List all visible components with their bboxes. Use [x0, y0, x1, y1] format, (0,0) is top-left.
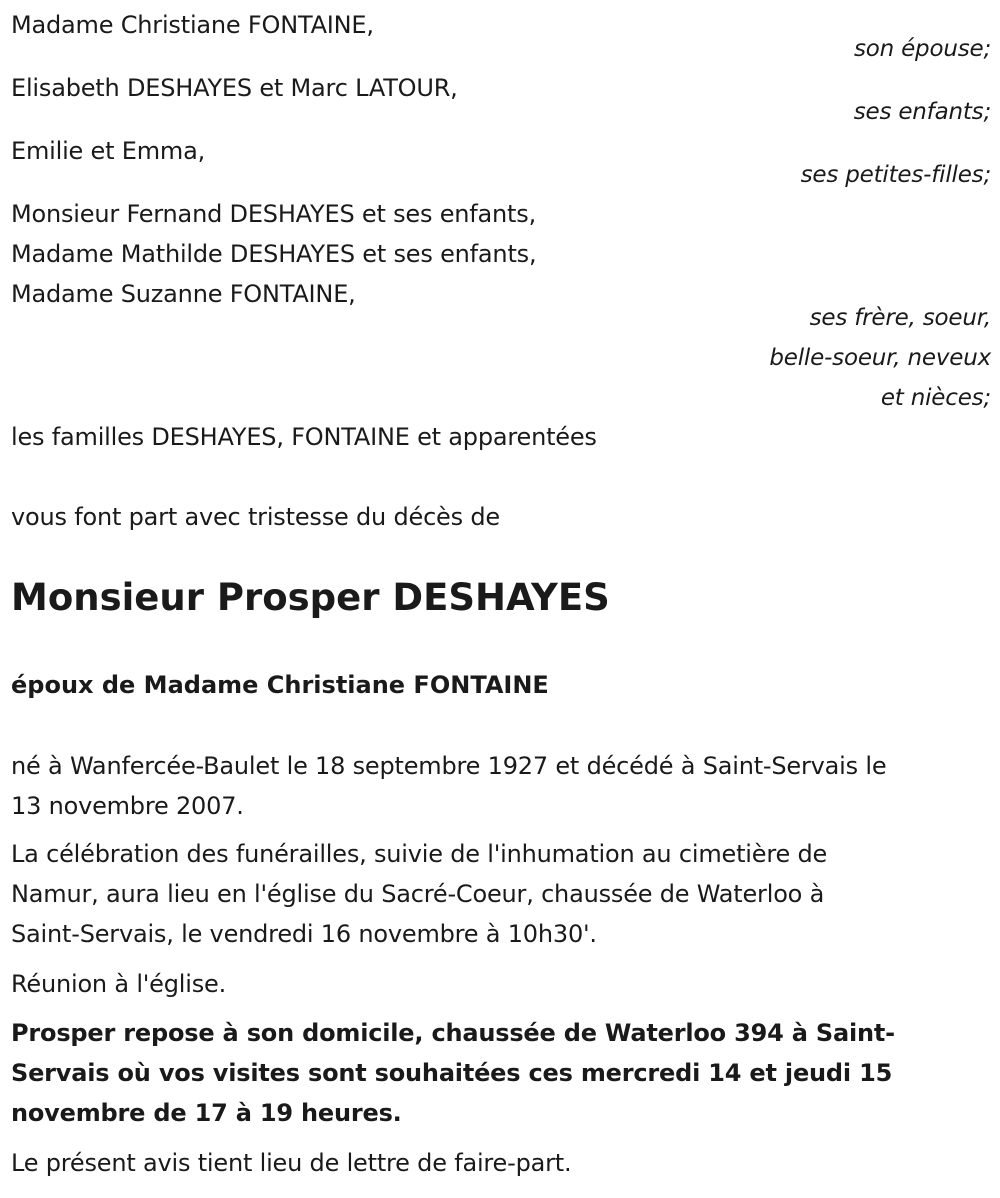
- grandchildren-names: Emilie et Emma,: [11, 137, 206, 165]
- relatives-role-1: ses frère, soeur,: [809, 305, 991, 331]
- relatives-line-2: Madame Mathilde DESHAYES et ses enfants,: [11, 240, 537, 268]
- spouse-name: Madame Christiane FONTAINE,: [11, 11, 374, 39]
- families-line: les familles DESHAYES, FONTAINE et apparentées: [11, 423, 597, 451]
- relatives-role-3: et nièces;: [880, 385, 991, 411]
- ceremony-line-1: La célébration des funérailles, suivie de l'inhumation au cimetière de: [11, 840, 828, 868]
- children-names: Elisabeth DESHAYES et Marc LATOUR,: [11, 74, 458, 102]
- spouse-role: son épouse;: [853, 36, 991, 62]
- closing-line: Le présent avis tient lieu de lettre de faire-part.: [11, 1149, 572, 1177]
- relatives-line-3: Madame Suzanne FONTAINE,: [11, 280, 356, 308]
- birth-death-line-2: 13 novembre 2007.: [11, 792, 244, 820]
- visits-line-2: Servais où vos visites sont souhaitées ces mercredi 14 et jeudi 15: [11, 1059, 893, 1087]
- children-role: ses enfants;: [853, 99, 991, 125]
- relatives-line-1: Monsieur Fernand DESHAYES et ses enfants,: [11, 200, 537, 228]
- spouse-of-line: époux de Madame Christiane FONTAINE: [11, 671, 549, 699]
- ceremony-line-3: Saint-Servais, le vendredi 16 novembre à 10h30'.: [11, 920, 597, 948]
- birth-death-line-1: né à Wanfercée-Baulet le 18 septembre 1927 et décédé à Saint-Servais le: [11, 752, 887, 780]
- visits-line-1: Prosper repose à son domicile, chaussée de Waterloo 394 à Saint-: [11, 1019, 895, 1047]
- relatives-role-2: belle-soeur, neveux: [769, 345, 991, 371]
- announcement-intro: vous font part avec tristesse du décès de: [11, 503, 500, 531]
- meeting-line: Réunion à l'église.: [11, 970, 227, 998]
- visits-line-3: novembre de 17 à 19 heures.: [11, 1099, 402, 1127]
- deceased-name: Monsieur Prosper DESHAYES: [11, 576, 610, 619]
- grandchildren-role: ses petites-filles;: [800, 162, 991, 188]
- ceremony-line-2: Namur, aura lieu en l'église du Sacré-Coeur, chaussée de Waterloo à: [11, 880, 825, 908]
